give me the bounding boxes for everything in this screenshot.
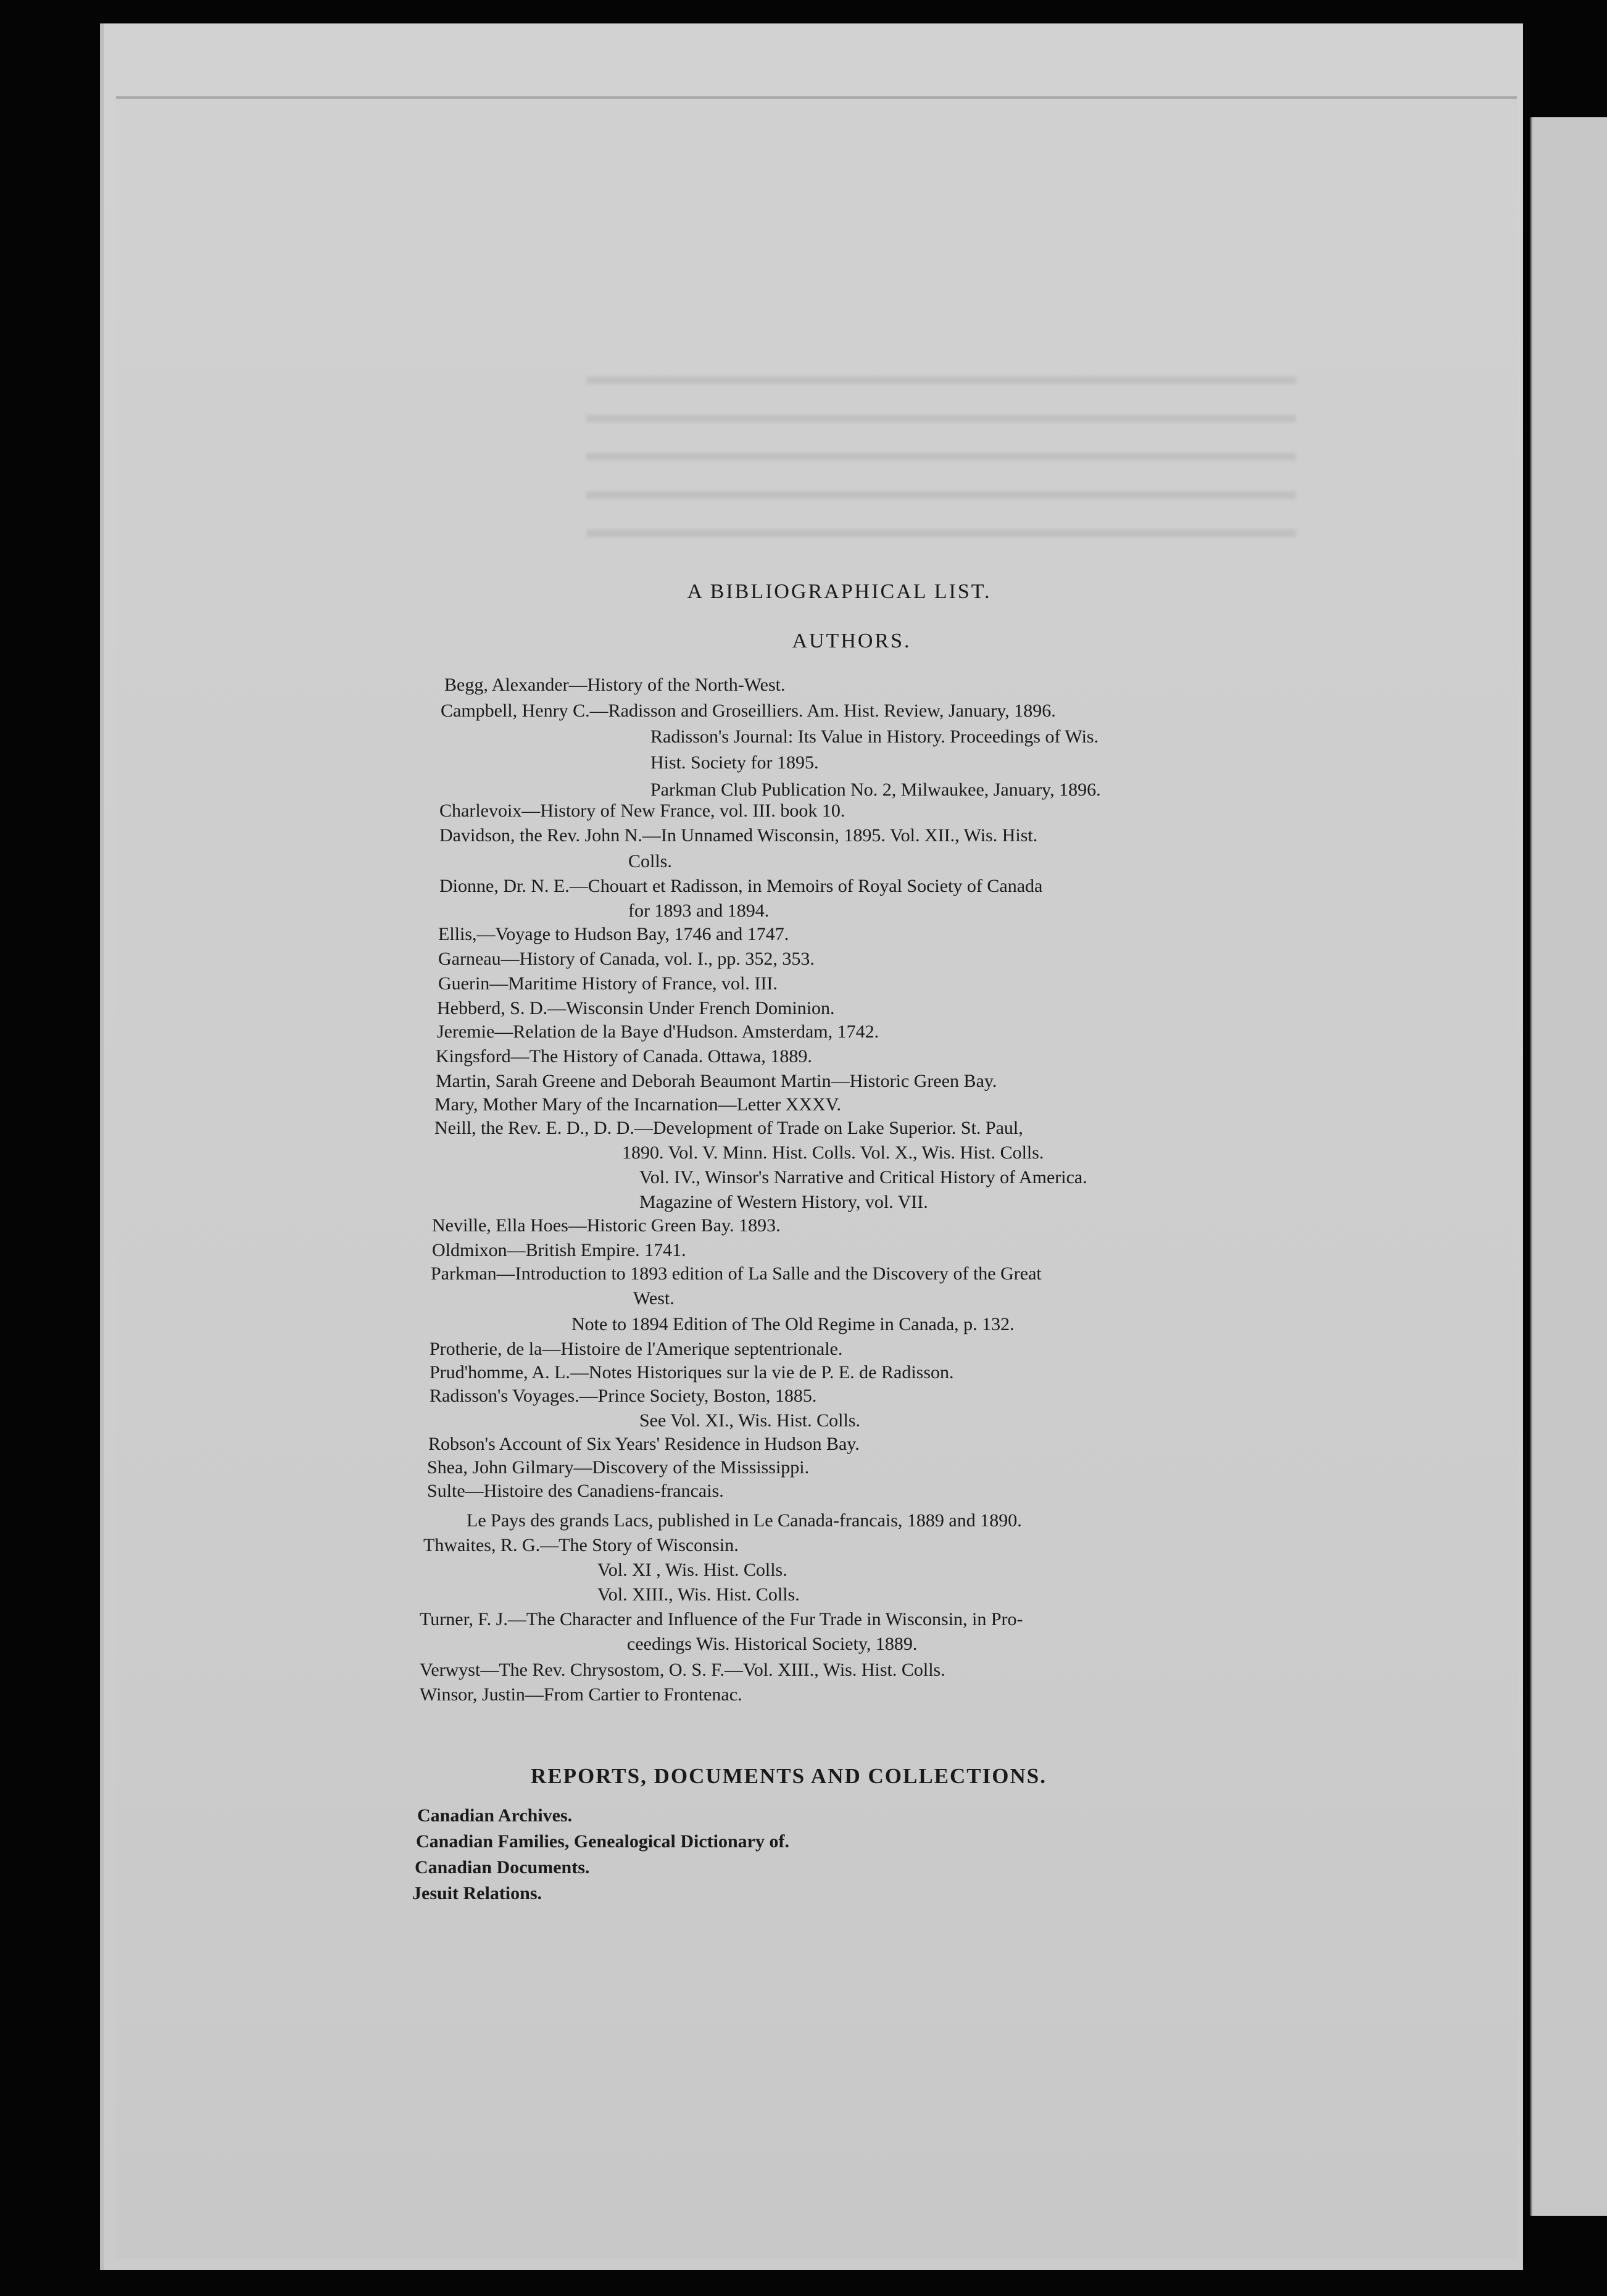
author-entry: Guerin—Maritime History of France, vol. III.: [438, 973, 778, 994]
author-entry: Mary, Mother Mary of the Incarnation—Letter XXXV.: [434, 1094, 841, 1115]
author-entry-continuation: Vol. XIII., Wis. Hist. Colls.: [597, 1584, 800, 1605]
author-entry: Neill, the Rev. E. D., D. D.—Development of Trade on Lake Superior. St. Paul,: [434, 1118, 1023, 1138]
author-entry-continuation: Colls.: [628, 851, 672, 871]
author-entry: Winsor, Justin—From Cartier to Frontenac.: [420, 1684, 742, 1705]
author-entry-continuation: West.: [633, 1288, 675, 1308]
author-entry: Davidson, the Rev. John N.—In Unnamed Wisconsin, 1895. Vol. XII., Wis. Hist.: [439, 825, 1038, 846]
author-entry-continuation: Hist. Society for 1895.: [650, 752, 819, 773]
author-entry: Martin, Sarah Greene and Deborah Beaumont Martin—Historic Green Bay.: [436, 1071, 997, 1091]
authors-heading: AUTHORS.: [792, 630, 911, 652]
author-entry: Verwyst—The Rev. Chrysostom, O. S. F.—Vol. XIII., Wis. Hist. Colls.: [420, 1660, 945, 1680]
author-entry: Dionne, Dr. N. E.—Chouart et Radisson, in Memoirs of Royal Society of Canada: [439, 876, 1043, 896]
author-entry: Ellis,—Voyage to Hudson Bay, 1746 and 1747.: [438, 924, 789, 944]
author-entry-continuation: Le Pays des grands Lacs, published in Le Canada-francais, 1889 and 1890.: [467, 1510, 1022, 1531]
author-entry: Sulte—Histoire des Canadiens-francais.: [427, 1481, 724, 1501]
author-entry: Thwaites, R. G.—The Story of Wisconsin.: [423, 1535, 739, 1555]
report-entry: Canadian Documents.: [415, 1857, 590, 1878]
reports-heading: REPORTS, DOCUMENTS AND COLLECTIONS.: [531, 1764, 1047, 1788]
author-entry-continuation: Parkman Club Publication No. 2, Milwaukee, January, 1896.: [650, 780, 1101, 800]
author-entry-continuation: 1890. Vol. V. Minn. Hist. Colls. Vol. X., Wis. Hist. Colls.: [622, 1142, 1044, 1163]
author-entry-continuation: ceedings Wis. Historical Society, 1889.: [627, 1634, 918, 1654]
author-entry: Prud'homme, A. L.—Notes Historiques sur la vie de P. E. de Radisson.: [430, 1362, 954, 1383]
page-title: A BIBLIOGRAPHICAL LIST.: [687, 580, 992, 603]
author-entry-continuation: Magazine of Western History, vol. VII.: [639, 1192, 928, 1212]
author-entry: Charlevoix—History of New France, vol. III. book 10.: [439, 801, 845, 821]
author-entry: Jeremie—Relation de la Baye d'Hudson. Amsterdam, 1742.: [437, 1021, 879, 1042]
author-entry: Protherie, de la—Histoire de l'Amerique septentrionale.: [430, 1339, 843, 1359]
author-entry: Neville, Ella Hoes—Historic Green Bay. 1893.: [432, 1215, 781, 1236]
author-entry: Turner, F. J.—The Character and Influence of the Fur Trade in Wisconsin, in Pro-: [420, 1609, 1023, 1629]
author-entry-continuation: See Vol. XI., Wis. Hist. Colls.: [639, 1410, 861, 1431]
author-entry: Hebberd, S. D.—Wisconsin Under French Dominion.: [437, 998, 835, 1018]
author-entry: Begg, Alexander—History of the North-West.: [444, 675, 786, 695]
report-entry: Canadian Archives.: [417, 1805, 573, 1826]
author-entry: Shea, John Gilmary—Discovery of the Mississippi.: [427, 1457, 810, 1478]
author-entry: Campbell, Henry C.—Radisson and Groseilliers. Am. Hist. Review, January, 1896.: [441, 701, 1056, 721]
author-entry: Garneau—History of Canada, vol. I., pp. 352, 353.: [438, 949, 815, 969]
author-entry-continuation: Note to 1894 Edition of The Old Regime in Canada, p. 132.: [571, 1314, 1015, 1334]
report-entry: Jesuit Relations.: [412, 1883, 542, 1903]
author-entry: Radisson's Voyages.—Prince Society, Boston, 1885.: [430, 1386, 817, 1406]
author-entry-continuation: Vol. XI , Wis. Hist. Colls.: [597, 1560, 787, 1580]
author-entry-continuation: Radisson's Journal: Its Value in History. Proceedings of Wis.: [650, 726, 1099, 747]
author-entry-continuation: for 1893 and 1894.: [628, 901, 770, 921]
author-entry: Robson's Account of Six Years' Residence in Hudson Bay.: [428, 1434, 860, 1454]
report-entry: Canadian Families, Genealogical Dictionary of.: [416, 1831, 789, 1852]
author-entry-continuation: Vol. IV., Winsor's Narrative and Critical History of America.: [639, 1167, 1087, 1188]
author-entry: Parkman—Introduction to 1893 edition of La Salle and the Discovery of the Great: [431, 1263, 1042, 1284]
author-entry: Oldmixon—British Empire. 1741.: [432, 1240, 686, 1260]
author-entry: Kingsford—The History of Canada. Ottawa, 1889.: [436, 1046, 812, 1067]
